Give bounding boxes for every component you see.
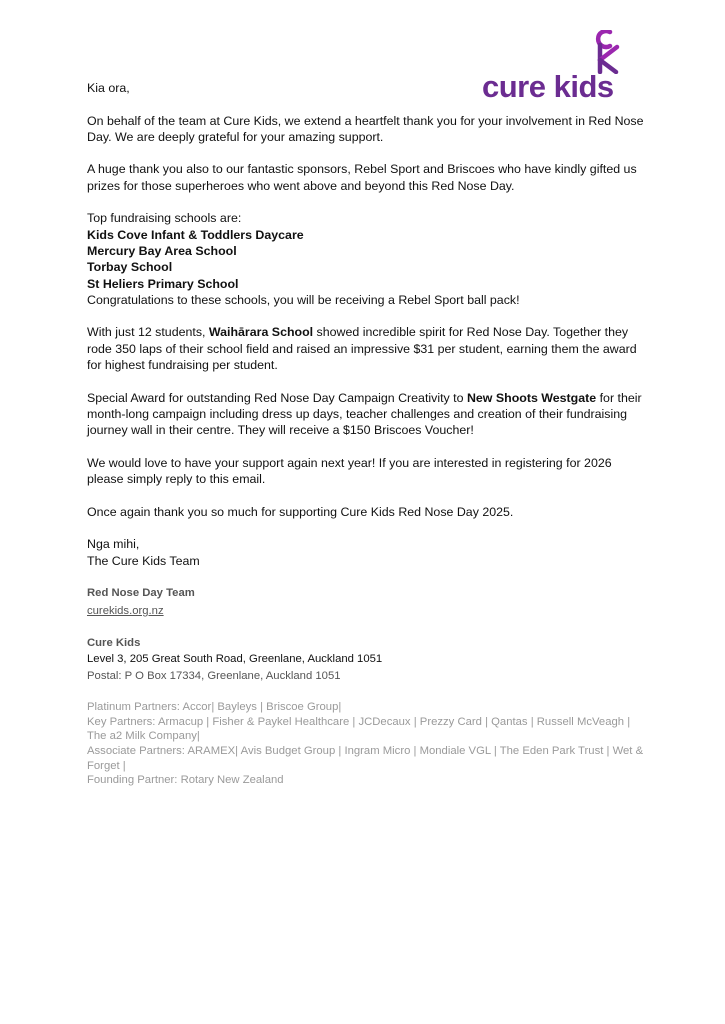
paragraph-special-award (87, 390, 647, 439)
letter-body (87, 80, 647, 788)
paragraph-next-year: We would love to have your support again next year! If you are interested in registering for 2026 please simply reply to this email. (87, 455, 612, 487)
website-link[interactable]: curekids.org.nz (87, 604, 164, 617)
signoff: Nga mihi, (87, 537, 140, 552)
paragraph-closing: Once again thank you so much for supporting Cure Kids Red Nose Day 2025. (87, 504, 514, 519)
partners-block (87, 700, 647, 788)
top-school-item: Torbay School (87, 260, 173, 275)
signature-address: Level 3, 205 Great South Road, Greenlane, Auckland 1051 (87, 653, 383, 666)
top-school-item: Mercury Bay Area School (87, 243, 237, 258)
greeting: Kia ora, (87, 81, 130, 95)
paragraph-sponsors: A huge thank you also to our fantastic sponsors, Rebel Sport and Briscoes who have kindly gifted us prizes for those superheroes who went above and beyond this Red Nose Day. (87, 162, 637, 193)
paragraph-special-award-post: for their month-long campaign including dress up days, teacher challenges and creation of their fundraising journey wall in their centre. They will receive a $150 Briscoes Voucher! (87, 390, 642, 438)
paragraph-waiharara-post: showed incredible spirit for Red Nose Day. Together they rode 350 laps of their school field and raised an impressive $31 per student, earning them the award for highest fundraising per student. (87, 325, 637, 373)
paragraph-thanks: On behalf of the team at Cure Kids, we extend a heartfelt thank you for your involvement in Red Nose Day. We are deeply grateful for your amazing support. (87, 113, 644, 144)
signature-team-name: Red Nose Day Team (87, 587, 195, 600)
paragraph-special-award-pre: Special Award for outstanding Red Nose Day Campaign Creativity to (87, 390, 467, 405)
top-schools-intro: Top fundraising schools are: (87, 211, 242, 226)
founding-partner: Founding Partner: Rotary New Zealand (87, 774, 284, 787)
key-partners: Key Partners: Armacup | Fisher & Paykel Healthcare | JCDecaux | Prezzy Card | Qantas | Russell McVeagh | The a2 Milk Company| (87, 715, 631, 743)
new-shoots-westgate-name: New Shoots Westgate (466, 390, 597, 405)
congratulations-line: Congratulations to these schools, you will be receiving a Rebel Sport ball pack! (87, 292, 520, 307)
paragraph-waiharara (87, 324, 647, 373)
signature-org-name: Cure Kids (87, 637, 141, 650)
signature-postal: Postal: P O Box 17334, Greenlane, Auckland 1051 (87, 669, 341, 682)
platinum-partners: Platinum Partners: Accor| Bayleys | Briscoe Group| (87, 701, 342, 714)
logo-wordmark: cure kids (482, 69, 614, 104)
signoff-team: The Cure Kids Team (87, 553, 200, 568)
associate-partners: Associate Partners: ARAMEX| Avis Budget Group | Ingram Micro | Mondiale VGL | The Eden Park Trust | Wet & Forget | (87, 745, 644, 772)
paragraph-waiharara-pre: With just 12 students, (87, 325, 209, 340)
top-school-item: St Heliers Primary School (87, 276, 239, 291)
top-school-item: Kids Cove Infant & Toddlers Daycare (87, 227, 304, 242)
ck-figure-logo-mark (586, 30, 620, 74)
waiharara-school-name: Waihārara School (208, 325, 314, 340)
